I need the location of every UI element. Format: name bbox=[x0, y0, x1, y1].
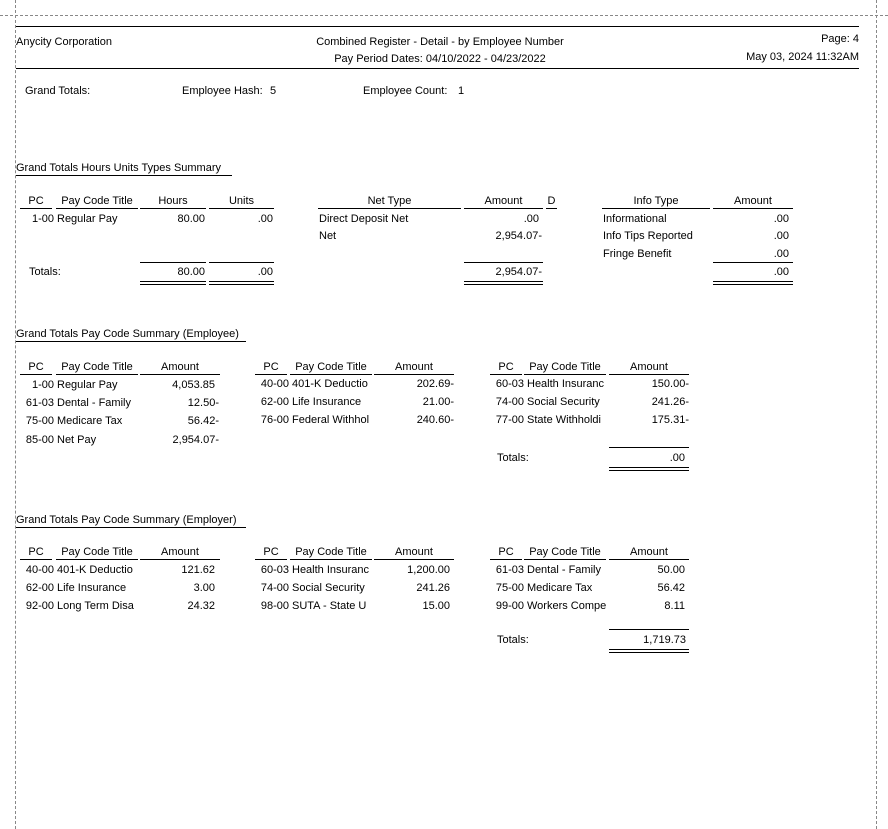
er-c2-r3-pc: 98-00 bbox=[260, 600, 289, 612]
er-c2-r1-pc: 60-03 bbox=[260, 564, 289, 576]
emp-c2-r2-title: Life Insurance bbox=[292, 396, 362, 408]
emp-c1-r3-title: Medicare Tax bbox=[57, 415, 123, 427]
er-c3-r1-pc: 61-03 bbox=[495, 564, 524, 576]
er-c3-h-title: Pay Code Title bbox=[524, 546, 606, 560]
emp-c1-r3-pc: 75-00 bbox=[25, 415, 54, 427]
net-row-1-type: Direct Deposit Net bbox=[319, 213, 409, 225]
employee-count-label: Employee Count: bbox=[363, 85, 448, 97]
emp-c2-r3-pc: 76-00 bbox=[260, 414, 289, 426]
er-total-double-rule bbox=[609, 649, 689, 653]
emp-c3-r1-pc: 60-03 bbox=[495, 378, 524, 390]
hours-total-value: 80.00 bbox=[177, 266, 205, 278]
emp-c1-r2-pc: 61-03 bbox=[25, 397, 54, 409]
emp-c3-r2-pc: 74-00 bbox=[495, 396, 524, 408]
er-c1-r1-pc: 40-00 bbox=[25, 564, 54, 576]
er-c2-h-pc: PC bbox=[255, 546, 287, 560]
info-total-double-rule bbox=[713, 281, 793, 285]
hours-col-units: Units bbox=[209, 195, 274, 209]
emp-c2-r3-amount: 240.60- bbox=[416, 414, 454, 426]
emp-c1-r3-amount: 56.42- bbox=[187, 415, 219, 427]
emp-c1-r1-title: Regular Pay bbox=[57, 379, 118, 391]
units-total-double-rule bbox=[209, 281, 274, 285]
emp-c2-h-pc: PC bbox=[255, 361, 287, 375]
hours-row-units: .00 bbox=[257, 213, 273, 225]
info-row-2-type: Info Tips Reported bbox=[603, 230, 693, 242]
er-c3-r2-title: Medicare Tax bbox=[527, 582, 593, 594]
company-name: Anycity Corporation bbox=[16, 36, 112, 48]
emp-c1-h-pc: PC bbox=[20, 361, 52, 375]
header-bottom-rule bbox=[16, 68, 859, 69]
emp-c2-r1-amount: 202.69- bbox=[416, 378, 454, 390]
net-row-2-amount: 2,954.07- bbox=[495, 230, 542, 242]
emp-c3-h-title: Pay Code Title bbox=[524, 361, 606, 375]
er-c2-r2-pc: 74-00 bbox=[260, 582, 289, 594]
pay-period: Pay Period Dates: 04/10/2022 - 04/23/2022 bbox=[334, 53, 546, 65]
emp-c1-r2-amount: 12.50- bbox=[187, 397, 219, 409]
er-total-value: 1,719.73 bbox=[643, 634, 686, 646]
emp-c3-r2-title: Social Security bbox=[527, 396, 600, 408]
er-c1-r2-pc: 62-00 bbox=[25, 582, 54, 594]
net-total-value: 2,954.07- bbox=[495, 266, 542, 278]
info-row-2-amount: .00 bbox=[773, 230, 789, 242]
emp-c3-r3-pc: 77-00 bbox=[495, 414, 524, 426]
margin-guide-right bbox=[876, 0, 877, 829]
emp-c3-r3-amount: 175.31- bbox=[651, 414, 689, 426]
net-col-type: Net Type bbox=[318, 195, 461, 209]
hours-title-underline bbox=[16, 175, 232, 176]
er-c3-r3-pc: 99-00 bbox=[495, 600, 524, 612]
er-c1-h-title: Pay Code Title bbox=[56, 546, 138, 560]
emp-c2-r1-title: 401-K Deductio bbox=[292, 378, 368, 390]
hours-row-title: Regular Pay bbox=[57, 213, 118, 225]
er-c3-h-amount: Amount bbox=[609, 546, 689, 560]
emp-c1-h-title: Pay Code Title bbox=[56, 361, 138, 375]
emp-c1-r4-title: Net Pay bbox=[57, 434, 97, 446]
er-c1-r3-amount: 24.32 bbox=[187, 600, 215, 612]
hours-total-rule bbox=[140, 262, 206, 263]
emp-c2-r1-pc: 40-00 bbox=[260, 378, 289, 390]
employee-hash-label: Employee Hash: bbox=[182, 85, 263, 97]
emp-total-double-rule bbox=[609, 467, 689, 471]
emp-c1-r1-amount: 4,053.85 bbox=[172, 379, 215, 391]
hours-section-title-text: Grand Totals Hours Units Types Summary bbox=[16, 162, 222, 174]
er-totals-label: Totals: bbox=[497, 634, 529, 646]
er-c3-r1-title: Dental - Family bbox=[527, 564, 601, 576]
er-c1-r3-pc: 92-00 bbox=[25, 600, 54, 612]
hours-row-pc: 1-00 bbox=[31, 213, 54, 225]
page-number: Page: 4 bbox=[821, 33, 859, 45]
er-total-rule bbox=[609, 629, 689, 630]
emp-c3-r1-amount: 150.00- bbox=[651, 378, 689, 390]
grand-totals-label: Grand Totals: bbox=[25, 85, 91, 97]
info-total-rule bbox=[713, 262, 793, 263]
info-col-amount: Amount bbox=[713, 195, 793, 209]
emp-c1-r4-pc: 85-00 bbox=[25, 434, 54, 446]
emp-c3-h-pc: PC bbox=[490, 361, 522, 375]
net-total-double-rule bbox=[464, 281, 543, 285]
er-c1-h-pc: PC bbox=[20, 546, 52, 560]
emp-c2-r3-title: Federal Withhol bbox=[292, 414, 370, 426]
er-c1-r1-title: 401-K Deductio bbox=[57, 564, 133, 576]
emp-c2-h-title: Pay Code Title bbox=[290, 361, 372, 375]
er-c1-r3-title: Long Term Disa bbox=[57, 600, 134, 612]
emp-c3-r3-title: State Withholdi bbox=[527, 414, 601, 426]
units-total-rule bbox=[209, 262, 274, 263]
net-col-d: D bbox=[547, 195, 556, 207]
hours-totals-label: Totals: bbox=[29, 266, 61, 278]
report-datetime: May 03, 2024 11:32AM bbox=[746, 51, 859, 63]
er-c2-r3-amount: 15.00 bbox=[422, 600, 450, 612]
margin-guide-left bbox=[15, 0, 16, 829]
header-top-rule bbox=[16, 26, 859, 27]
employee-title-underline bbox=[16, 341, 246, 342]
hours-col-title: Pay Code Title bbox=[56, 195, 138, 209]
er-c1-r1-amount: 121.62 bbox=[181, 564, 215, 576]
hours-col-hours: Hours bbox=[140, 195, 206, 209]
employee-hash-value: 5 bbox=[270, 85, 277, 97]
er-c3-r1-amount: 50.00 bbox=[657, 564, 685, 576]
er-c1-r2-title: Life Insurance bbox=[57, 582, 127, 594]
employer-section-title: Grand Totals Pay Code Summary (Employer) bbox=[16, 514, 237, 526]
info-row-3-amount: .00 bbox=[773, 248, 789, 260]
employer-title-underline bbox=[16, 527, 246, 528]
margin-guide-top bbox=[0, 15, 888, 16]
hours-col-pc: PC bbox=[20, 195, 52, 209]
info-col-type: Info Type bbox=[602, 195, 710, 209]
er-c2-r1-title: Health Insuranc bbox=[292, 564, 370, 576]
net-row-2-type: Net bbox=[319, 230, 337, 242]
net-row-1-amount: .00 bbox=[523, 213, 539, 225]
employee-count-value: 1 bbox=[458, 85, 465, 97]
emp-c1-r4-amount: 2,954.07- bbox=[172, 434, 219, 446]
hours-row-hours: 80.00 bbox=[177, 213, 205, 225]
emp-c1-r1-pc: 1-00 bbox=[31, 379, 54, 391]
info-row-3-type: Fringe Benefit bbox=[603, 248, 672, 260]
emp-c1-h-amount: Amount bbox=[140, 361, 220, 375]
er-c3-r3-title: Workers Compe bbox=[527, 600, 607, 612]
emp-c3-r1-title: Health Insuranc bbox=[527, 378, 605, 390]
emp-total-value: .00 bbox=[669, 452, 685, 464]
info-total-value: .00 bbox=[773, 266, 789, 278]
employee-section-title: Grand Totals Pay Code Summary (Employee) bbox=[16, 328, 239, 340]
er-c2-r2-title: Social Security bbox=[292, 582, 365, 594]
info-row-1-amount: .00 bbox=[773, 213, 789, 225]
er-c3-r2-amount: 56.42 bbox=[657, 582, 685, 594]
hours-total-double-rule bbox=[140, 281, 206, 285]
hours-section-title bbox=[16, 162, 232, 175]
info-row-1-type: Informational bbox=[603, 213, 667, 225]
er-c3-r3-amount: 8.11 bbox=[664, 600, 685, 612]
emp-total-rule bbox=[609, 447, 689, 448]
report-title: Combined Register - Detail - by Employee Number bbox=[316, 36, 564, 48]
emp-c1-r2-title: Dental - Family bbox=[57, 397, 131, 409]
net-total-rule bbox=[464, 262, 543, 263]
er-c2-r1-amount: 1,200.00 bbox=[407, 564, 450, 576]
emp-totals-label: Totals: bbox=[497, 452, 529, 464]
emp-c2-r2-pc: 62-00 bbox=[260, 396, 289, 408]
er-c2-r2-amount: 241.26 bbox=[416, 582, 450, 594]
er-c3-h-pc: PC bbox=[490, 546, 522, 560]
er-c2-r3-title: SUTA - State U bbox=[292, 600, 367, 612]
er-c2-h-amount: Amount bbox=[374, 546, 454, 560]
er-c2-h-title: Pay Code Title bbox=[290, 546, 372, 560]
er-c1-h-amount: Amount bbox=[140, 546, 220, 560]
emp-c3-h-amount: Amount bbox=[609, 361, 689, 375]
er-c3-r2-pc: 75-00 bbox=[495, 582, 524, 594]
emp-c2-h-amount: Amount bbox=[374, 361, 454, 375]
er-c1-r2-amount: 3.00 bbox=[193, 582, 215, 594]
emp-c2-r2-amount: 21.00- bbox=[422, 396, 454, 408]
net-col-amount: Amount bbox=[464, 195, 543, 209]
units-total-value: .00 bbox=[257, 266, 273, 278]
emp-c3-r2-amount: 241.26- bbox=[651, 396, 689, 408]
